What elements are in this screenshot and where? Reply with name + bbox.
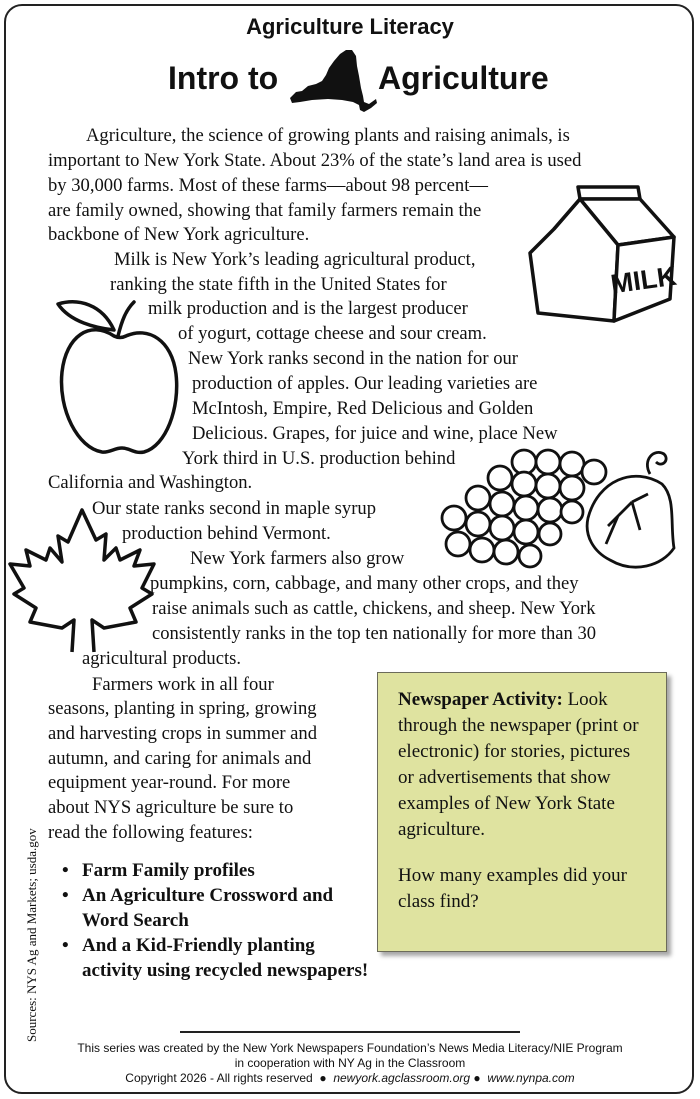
milk-label: MILK [608, 260, 679, 300]
website-link[interactable]: newyork.agclassroom.org [333, 1071, 471, 1085]
activity-text [398, 687, 646, 843]
body-line: New York ranks second in the nation for our [188, 348, 518, 369]
body-line: agricultural products. [82, 648, 242, 669]
list-item: • Farm Family profiles [62, 858, 372, 883]
footer-copyright-line: Copyright 2026 - All rights reserved ● newyork.agclassroom.org ● www.nynpa.com [125, 1071, 575, 1085]
body-line: by 30,000 farms. Most of these farms—about 98 percent— [48, 175, 488, 196]
body-line: Milk is New York’s leading agricultural product, [114, 249, 476, 270]
list-item: • An Agriculture Crossword and Word Search [62, 883, 372, 933]
title-right: Agriculture [378, 60, 549, 96]
grapes-icon [438, 440, 678, 590]
body-line: read the following features: [48, 822, 253, 843]
maple-leaf-icon [8, 504, 158, 656]
page-title [0, 48, 700, 118]
footer-credit: This series was created by the New York Newspapers Foundation’s News Media Literacy/NIE Program [77, 1041, 623, 1055]
activity-label: Newspaper Activity: [398, 689, 563, 710]
body-line: autumn, and caring for animals and [48, 748, 312, 769]
copyright-text: Copyright 2026 - All rights reserved [125, 1071, 313, 1085]
body-line: raise animals such as cattle, chickens, and sheep. New York [152, 598, 596, 619]
body-line: Our state ranks second in maple syrup [92, 498, 376, 519]
activity-question: How many examples did your class find? [398, 865, 628, 912]
body-line: production behind Vermont. [122, 523, 331, 544]
milk-carton-icon [520, 185, 680, 323]
body-line: pumpkins, corn, cabbage, and many other crops, and they [150, 573, 579, 594]
body-line: McIntosh, Empire, Red Delicious and Golden [192, 398, 534, 419]
body-line: ranking the state fifth in the United States for [110, 274, 447, 295]
body-line: equipment year-round. For more [48, 772, 291, 793]
body-line: consistently ranks in the top ten nationally for more than 30 [152, 623, 597, 644]
body-line: Farmers work in all four [92, 674, 274, 695]
body-line: Delicious. Grapes, for juice and wine, place New [192, 423, 558, 444]
apple-icon [56, 290, 186, 460]
feature-list [62, 858, 372, 983]
body-line: California and Washington. [48, 472, 253, 493]
newspaper-activity-box [377, 672, 667, 952]
new-york-state-icon [286, 48, 378, 116]
body-line: and harvesting crops in summer and [48, 723, 318, 744]
body-line: backbone of New York agriculture. [48, 224, 310, 245]
sources-note: Sources: NYS Ag and Markets; usda.gov [24, 828, 39, 1042]
title-left: Intro to [168, 60, 279, 96]
activity-body: Look through the newspaper (print or electronic) for stories, pictures or advertisements that show examples of New York State agriculture. [398, 689, 639, 840]
body-line: Agriculture, the science of growing plants and raising animals, is [86, 125, 570, 146]
body-line: milk production and is the largest producer [148, 298, 468, 319]
series-title: Agriculture Literacy [246, 14, 454, 39]
body-line: production of apples. Our leading varieties are [192, 373, 538, 394]
footer-partner: in cooperation with NY Ag in the Classroom [234, 1056, 466, 1070]
body-line: about NYS agriculture be sure to [48, 797, 294, 818]
body-line: important to New York State. About 23% of the state’s land area is used [48, 150, 582, 171]
website-link[interactable]: www.nynpa.com [487, 1071, 575, 1085]
body-line: York third in U.S. production behind [182, 448, 456, 469]
body-line: of yogurt, cottage cheese and sour cream. [178, 323, 487, 344]
list-item: • And a Kid-Friendly planting activity using recycled newspapers! [62, 933, 372, 983]
body-line: seasons, planting in spring, growing [48, 698, 317, 719]
footer-divider [180, 1031, 520, 1033]
body-line: New York farmers also grow [190, 548, 405, 569]
body-line: are family owned, showing that family farmers remain the [48, 200, 482, 221]
